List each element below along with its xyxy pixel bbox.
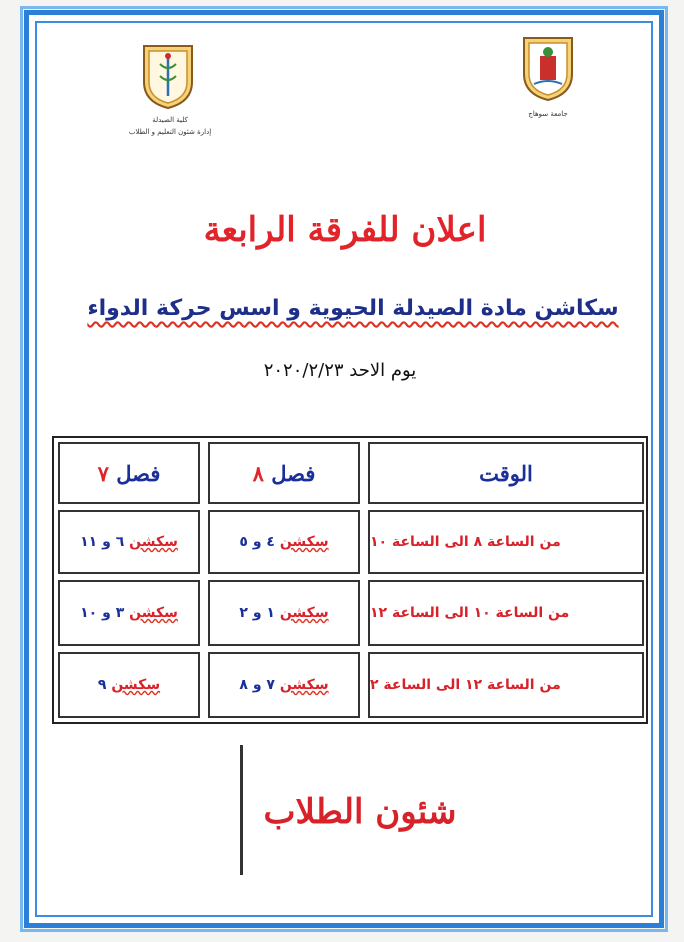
header-class-7 [58, 442, 200, 504]
department-caption: إدارة شئون التعليم و الطلاب [128, 128, 212, 136]
header-class-7-word: فصل [116, 460, 161, 486]
section-numbers: ٩ [97, 677, 107, 693]
section-word: سكشن [279, 677, 329, 693]
announcement-subtitle: سكاشن مادة الصيدلة الحيوية و اسس حركة الدواء [87, 296, 619, 321]
faculty-logo-icon [138, 42, 198, 110]
section-word: سكشن [129, 534, 178, 550]
schedule-table [52, 436, 648, 724]
announcement-title: اعلان للفرقة الرابعة [203, 210, 487, 250]
header-class-8-number: ٨ [252, 460, 264, 486]
signature-divider [240, 745, 243, 875]
header-class-8 [208, 442, 360, 504]
section-word: سكشن [129, 605, 178, 621]
table-row-1-time: من الساعة ٨ الى الساعة ١٠ [368, 510, 644, 574]
section-word: سكشن [279, 605, 329, 621]
section-numbers: ٣ و ١٠ [80, 605, 125, 621]
section-word: سكشن [279, 534, 329, 550]
table-row-1-class-8 [208, 510, 360, 574]
section-word: سكشن [111, 677, 161, 693]
table-row-1-class-7 [58, 510, 200, 574]
header-time [368, 442, 644, 504]
announcement-date: يوم الاحد ٢٠٢٠/٢/٢٣ [263, 360, 417, 381]
header-time-label: الوقت [479, 460, 533, 486]
table-row-2-time: من الساعة ١٠ الى الساعة ١٢ [368, 580, 644, 646]
university-caption: جامعة سوهاج [528, 110, 568, 118]
section-numbers: ٧ و ٨ [239, 677, 275, 693]
table-row-3-class-7 [58, 652, 200, 718]
table-row-2-class-7 [58, 580, 200, 646]
table-row-2-class-8 [208, 580, 360, 646]
header-class-7-number: ٧ [97, 460, 109, 486]
student-affairs-signature: شئون الطلاب [263, 792, 457, 832]
table-row-3-time: من الساعة ١٢ الى الساعة ٢ [368, 652, 644, 718]
table-row-3-class-8 [208, 652, 360, 718]
faculty-caption: كلية الصيدلة [152, 116, 188, 124]
section-numbers: ٦ و ١١ [80, 534, 125, 550]
header-class-8-word: فصل [271, 460, 316, 486]
section-numbers: ١ و ٢ [239, 605, 275, 621]
section-numbers: ٤ و ٥ [239, 534, 275, 550]
university-logo-icon [518, 34, 578, 102]
